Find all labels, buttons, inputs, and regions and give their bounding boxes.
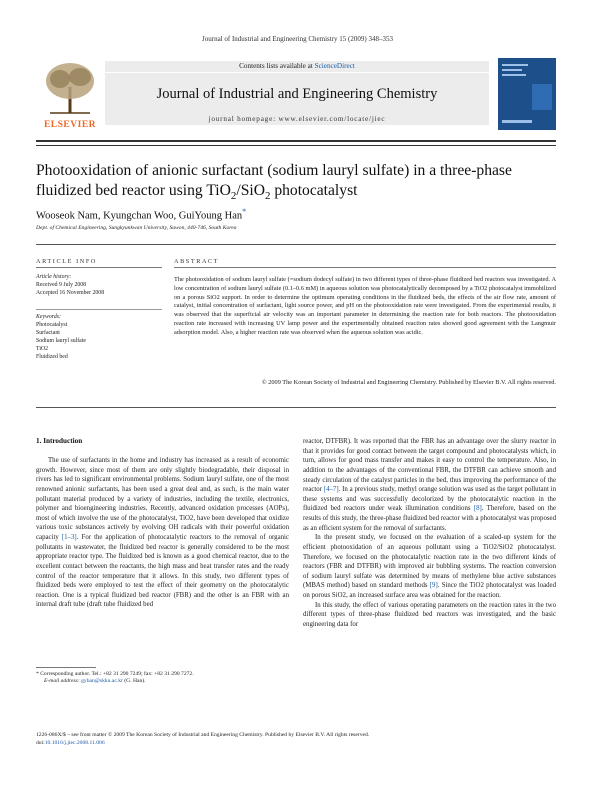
publisher-name: ELSEVIER xyxy=(43,120,97,130)
email-label: E-mail address: xyxy=(44,678,82,685)
contents-available-line xyxy=(105,61,489,72)
intro-text: In the present study, we focused on the evaluation of a scaled-up system for the efficient photooxidation of an aqueous pollutant using a TiO2/SiO2 photocatalyst. Therefore, we focused on the photocatalytic reaction rate in the two different kinds of reactors (FBR and DTFBR) with improved air bubbling systems. The reaction conversion of sodium lauryl sulfate was determined by means of methylene blue active substances (MBAS method) based on standard methods xyxy=(303,534,556,590)
affiliation: Dept. of Chemical Engineering, Sungkyunkwan University, Suwon, 440-746, South Korea xyxy=(36,225,237,231)
article-info-divider xyxy=(36,309,162,310)
keywords-block xyxy=(36,314,162,361)
intro-paragraph xyxy=(36,456,289,610)
intro-text: . Therefore, based on the results of this study, the three-phase fluidized bed reactor with a photocatalyst was proposed as an efficient system for the removal of surfactants. xyxy=(303,505,556,532)
keyword: Sodium lauryl sulfate xyxy=(36,337,86,344)
header-rule-thick xyxy=(36,140,556,142)
keyword: TiO2 xyxy=(36,345,49,352)
keywords-label: Keywords: xyxy=(36,314,61,320)
section-rule xyxy=(36,244,556,245)
title-line-1: Photooxidation of anionic surfactant (sodium lauryl sulfate) in a three-phase xyxy=(36,162,512,179)
body-column-right xyxy=(303,437,556,630)
intro-text: . For the application of photocatalytic reactors to the removal of organic pollutants in wastewater, the fluidized bed reactor is generally considered to be the most appropriate reactor type. The fluidized bed is known as a good chemical reactor, due to the excellent contact between the reactants, the high mass and heat transfer rates and the ready control of the reactor temperature that it allows. In this study, two different types of fluidized beds were employed to test the effect of their geometry on the photocatalytic reaction. One is a typical fluidized bed reactor (FBR) and the other is an FBR with an internal draft tube (draft tube fluidized bed xyxy=(36,534,289,609)
contents-prefix: Contents lists available at xyxy=(239,62,315,70)
journal-homepage[interactable]: journal homepage: www.elsevier.com/locate/jiec xyxy=(208,115,386,123)
email-link[interactable]: gyhan@skku.ac.kr xyxy=(81,678,123,685)
keyword: Fluidized bed xyxy=(36,353,68,360)
front-matter-line: 1226-086X/$ – see front matter © 2009 The Korean Society of Industrial and Engineering Chemistry. Published by Elsevier B.V. All rights reserved. xyxy=(36,732,370,738)
title-line-2-pre: fluidized bed reactor using TiO xyxy=(36,182,231,199)
header-rule-thin xyxy=(36,145,556,146)
keyword: Surfactant xyxy=(36,329,60,336)
article-info-heading: ARTICLE INFO xyxy=(36,258,97,265)
article-info-rule xyxy=(36,267,162,268)
intro-text: reactor, DTFBR). It was reported that the FBR has an advantage over the slurry reactor in that it provides for good contact between the target compound and photocatalysts which, in turn, allows for good mass transfer and makes it easy to control the temperature. Also, in addition to the advantages of the conventional FBR, the DTFBR can achieve smooth and steady circulation of the catalyst particles in the bed, thus improving the performance of the reactor xyxy=(303,438,556,494)
keyword: Photocatalyst xyxy=(36,321,68,328)
corresponding-author-text: Corresponding author. Tel.: +82 31 290 7249; fax: +82 31 290 7272. xyxy=(40,671,194,677)
intro-paragraph xyxy=(303,533,556,600)
journal-cover-image xyxy=(498,58,556,130)
abstract-text: The photooxidation of sodium lauryl sulfate (=sodium dodecyl sulfate) in two different types of three-phase fluidized bed reactors was investigated. A low concentration of sodium lauryl sulfate (0.1–0.6 mM) in aqueous solution was photocatalytically decomposed by a TiO2 photocatalyst immobilized on a porous SiO2 support. In order to determine the optimum operating conditions in the fluidized beds, the effects of the air flow rate, amount of catalyst, initial concentration of surfactant, light source power, and pH on the photooxidation rate were investigated. From the experimental results, it was observed that the superficial air velocity was an important parameter in determining the reaction rate for both reactors. The photooxidation reaction rate increased with increasing UV lamp power and the experimentally obtained reaction rates showed good agreement with the Langmuir adsorption model. Also, a higher reaction rate was observed when the aqueous solution was acidic. xyxy=(174,276,556,336)
citation-link[interactable]: [4–7] xyxy=(323,486,339,494)
intro-paragraph: In this study, the effect of various operating parameters on the reaction rates in the two different types of three-phase fluidized bed reactors was investigated, and the basic engineering data for xyxy=(303,601,556,628)
body-column-left xyxy=(36,456,289,610)
abstract-heading: ABSTRACT xyxy=(174,258,220,265)
sciencedirect-link[interactable]: ScienceDirect xyxy=(314,62,355,70)
corresponding-author-footnote xyxy=(36,671,289,686)
article-title xyxy=(36,161,556,206)
abstract-rule xyxy=(174,267,556,268)
history-label: Article history: xyxy=(36,274,72,280)
intro-text: The use of surfactants in the home and industry has increased as a result of economic growth. However, since most of them are only slightly biodegradable, their disposal in rivers has led to significant environmental problems. Sodium lauryl sulfate, one of the most renowned anionic surfactants, has been used a great deal and, as such, is the main water pollutant material produced by a variety of industries, including the textile, electronics, polymer and bioengineering industries. Recently, advanced oxidation processes (AOPs), most of which involve the use of the photocatalyst, TiO2, have been developed that oxidize various toxic substances actively by evolving OH radicals with their powerful oxidation capacity xyxy=(36,457,289,541)
intro-text: . In a previous study, methyl orange solution was used as the target pollutant in these systems and was successfully decolorized by the photocatalytic reaction in the fluidized bed reactors under weak illumination conditions xyxy=(303,486,556,513)
corresponding-author-mark[interactable]: * xyxy=(242,207,247,216)
footnote-rule xyxy=(36,667,96,668)
abstract-copyright: © 2009 The Korean Society of Industrial and Engineering Chemistry. Published by Elsevier B.V. All rights reserved. xyxy=(261,379,556,386)
accepted-date: Accepted 16 November 2008 xyxy=(36,289,105,296)
introduction-heading: 1. Introduction xyxy=(36,437,83,445)
page-footer xyxy=(36,731,556,747)
title-sub-b: 2 xyxy=(264,190,271,203)
author-list: Wooseok Nam, Kyungchan Woo, GuiYoung Han xyxy=(36,210,243,222)
doi-link[interactable]: 10.1016/j.jiec.2008.11.006 xyxy=(44,740,105,746)
title-line-2-mid: /SiO xyxy=(236,182,265,199)
elsevier-tree-logo xyxy=(36,57,104,125)
citation-link[interactable]: [8] xyxy=(473,505,482,513)
intro-text: . Since the TiO2 photocatalyst was loaded on porous SiO2, an increased surface area was obtained for the reaction. xyxy=(303,582,556,599)
abstract-bottom-rule xyxy=(36,407,556,408)
title-sub-a: 2 xyxy=(230,190,237,203)
intro-paragraph xyxy=(303,437,556,533)
journal-reference: Journal of Industrial and Engineering Chemistry 15 (2009) 348–353 xyxy=(202,35,393,43)
email-suffix: (G. Han). xyxy=(122,678,146,685)
doi-prefix: doi: xyxy=(36,740,45,746)
footnote-mark: * xyxy=(36,671,39,677)
authors xyxy=(36,207,246,222)
citation-link[interactable]: [1–3] xyxy=(61,534,77,541)
title-line-2-post: photocatalyst xyxy=(270,182,358,199)
article-history xyxy=(36,274,162,298)
received-date: Received 9 July 2008 xyxy=(36,281,87,288)
citation-link[interactable]: [9] xyxy=(429,582,438,590)
journal-title: Journal of Industrial and Engineering Chemistry xyxy=(156,86,438,102)
